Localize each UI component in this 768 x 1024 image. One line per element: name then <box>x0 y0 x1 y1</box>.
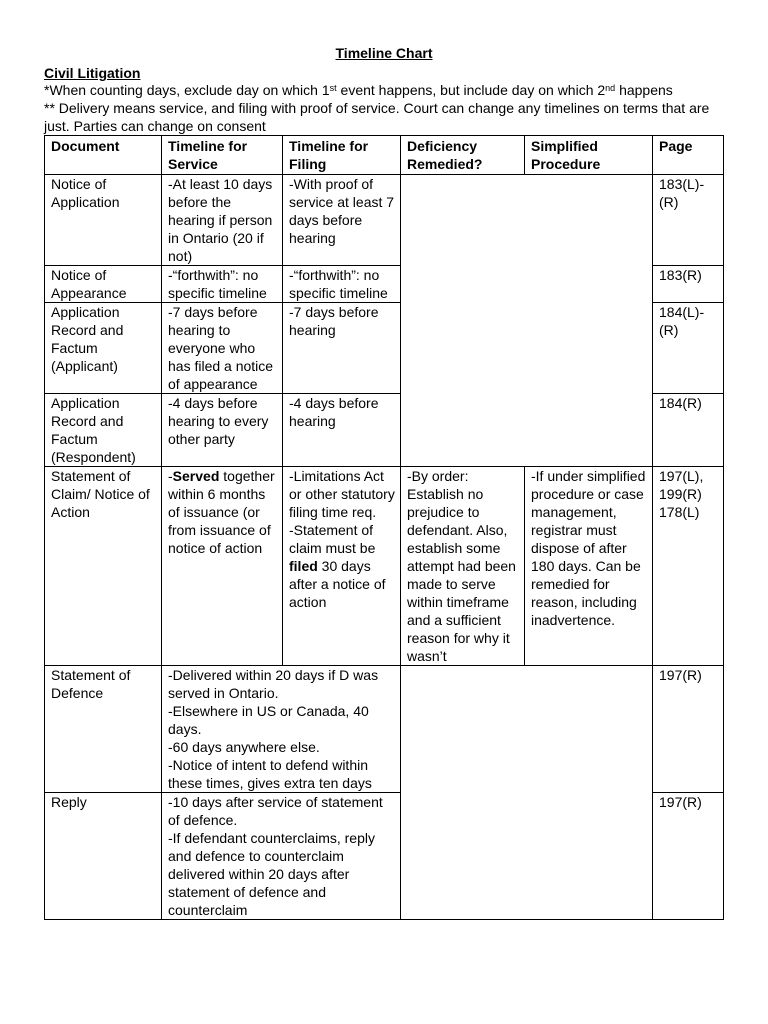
filing-text: -Limitations Act or other statutory filing time req. <box>289 468 395 520</box>
service-cell: -At least 10 days before the hearing if person in Ontario (20 if not) <box>162 175 283 266</box>
filing-cell: -7 days before hearing <box>283 303 401 394</box>
superscript: st <box>329 83 337 93</box>
merged-empty-cell <box>401 666 653 920</box>
filing-text: 30 days after a notice of action <box>289 558 386 610</box>
timeline-line: -60 days anywhere else. <box>168 739 320 755</box>
delivery-note: ** Delivery means service, and filing with proof of service. Court can change any timelines on terms that are just. Parties can change on consent <box>44 100 710 134</box>
timeline-line: -Delivered within 20 days if D was served in Ontario. <box>168 667 379 701</box>
service-emphasis: Served <box>172 468 220 484</box>
superscript: nd <box>605 83 616 93</box>
service-cell: -7 days before hearing to everyone who has filed a notice of appearance <box>162 303 283 394</box>
service-filing-cell <box>162 793 401 920</box>
document-cell: Statement of Claim/ Notice of Action <box>45 467 162 666</box>
merged-empty-cell <box>401 175 653 467</box>
filing-cell <box>283 467 401 666</box>
counting-note <box>44 81 724 99</box>
filing-cell: -4 days before hearing <box>283 394 401 467</box>
service-cell <box>162 467 283 666</box>
note-text: *When counting days, exclude day on which 1 <box>44 82 330 98</box>
filing-cell: -With proof of service at least 7 days before hearing <box>283 175 401 266</box>
service-text: - <box>168 468 173 484</box>
note-text: event happens, but include day on which 2 <box>336 82 606 98</box>
header-filing: Timeline for Filing <box>283 136 401 175</box>
page-cell: 197(R) <box>653 793 724 920</box>
document-cell: Notice of Appearance <box>45 266 162 303</box>
service-filing-cell <box>162 666 401 793</box>
filing-cell: -“forthwith”: no specific timeline <box>283 266 401 303</box>
section-heading: Civil Litigation <box>44 65 141 81</box>
filing-emphasis: filed <box>289 558 318 574</box>
page-cell: 197(R) <box>653 666 724 793</box>
document-cell: Notice of Application <box>45 175 162 266</box>
page-cell: 183(L)-(R) <box>653 175 724 266</box>
table-row <box>45 666 724 793</box>
filing-text: -Statement of claim must be <box>289 522 376 556</box>
page-cell: 184(R) <box>653 394 724 467</box>
header-simplified: Simplified Procedure <box>525 136 653 175</box>
note-text: happens <box>615 82 673 98</box>
table-row <box>45 175 724 266</box>
header-deficiency: Deficiency Remedied? <box>401 136 525 175</box>
page-cell: 197(L), 199(R) 178(L) <box>653 467 724 666</box>
deficiency-cell: -By order: Establish no prejudice to defendant. Also, establish some attempt had been made to serve within timeframe and a sufficient reason for why it wasn’t <box>401 467 525 666</box>
service-cell: -4 days before hearing to every other party <box>162 394 283 467</box>
table-row <box>45 467 724 666</box>
timeline-line: -Notice of intent to defend within these times, gives extra ten days <box>168 757 372 791</box>
timeline-line: -If defendant counterclaims, reply and defence to counterclaim delivered within 20 days after statement of defence and counterclaim <box>168 830 375 918</box>
header-service: Timeline for Service <box>162 136 283 175</box>
service-cell: -“forthwith”: no specific timeline <box>162 266 283 303</box>
document-cell: Application Record and Factum (Applicant) <box>45 303 162 394</box>
header-row <box>45 136 724 175</box>
timeline-line: -Elsewhere in US or Canada, 40 days. <box>168 703 369 737</box>
page-title: Timeline Chart <box>335 45 433 61</box>
page-cell: 183(R) <box>653 266 724 303</box>
header-document: Document <box>45 136 162 175</box>
document-cell: Reply <box>45 793 162 920</box>
header-page: Page <box>653 136 724 175</box>
timeline-line: -10 days after service of statement of defence. <box>168 794 383 828</box>
document-page <box>44 44 724 920</box>
simplified-cell: -If under simplified procedure or case management, registrar must dispose of after 180 days. Can be remedied for reason, including inadvertence. <box>525 467 653 666</box>
page-cell: 184(L)-(R) <box>653 303 724 394</box>
document-cell: Statement of Defence <box>45 666 162 793</box>
document-cell: Application Record and Factum (Respondent) <box>45 394 162 467</box>
service-text: together within 6 months of issuance (or from issuance of notice of action <box>168 468 275 556</box>
timeline-table <box>44 135 724 920</box>
